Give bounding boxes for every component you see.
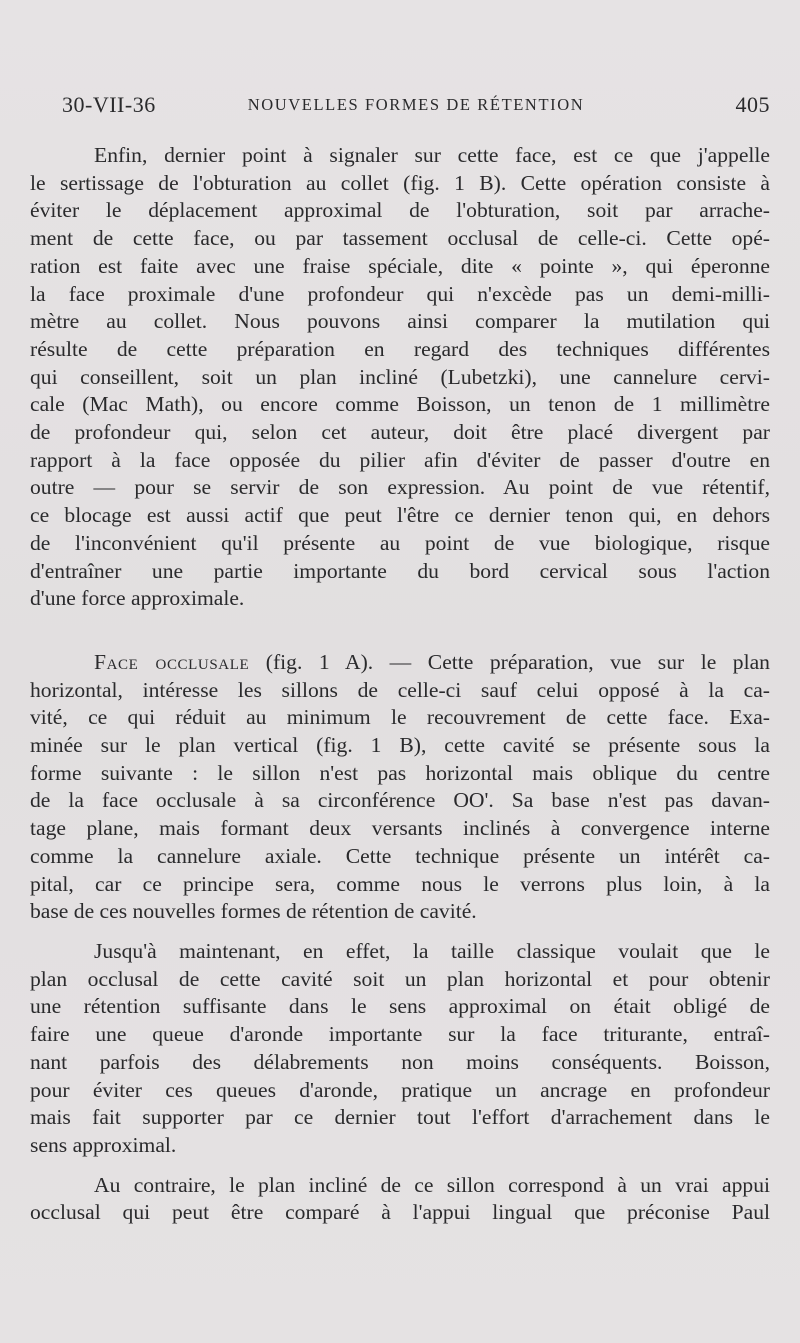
text-line: de profondeur qui, selon cet auteur, doit être placé divergent par	[30, 420, 770, 445]
text-line: une rétention suffisante dans le sens approximal on était obligé de	[30, 994, 770, 1019]
text-line: minée sur le plan vertical (fig. 1 B), cette cavité se présente sous la	[30, 733, 770, 758]
text-line: Au contraire, le plan incliné de ce sillon correspond à un vrai appui	[94, 1172, 770, 1197]
page-number: 405	[735, 92, 770, 117]
text-line: mais fait supporter par ce dernier tout l'effort d'arrachement dans le	[30, 1105, 770, 1130]
header-title: NOUVELLES FORMES DE RÉTENTION	[247, 95, 585, 114]
text-line: cale (Mac Math), ou encore comme Boisson, un tenon de 1 millimètre	[30, 392, 770, 417]
text-line: d'une force approximale.	[30, 586, 245, 611]
text-line	[62, 649, 770, 677]
text-line: vité, ce qui réduit au minimum le recouvrement de cette face. Exa-	[30, 705, 770, 730]
text-line: qui conseillent, soit un plan incliné (Lubetzki), une cannelure cervi-	[30, 364, 770, 389]
text-line: éviter le déplacement approximal de l'obturation, soit par arrache-	[30, 198, 770, 223]
text-line: comme la cannelure axiale. Cette technique présente un intérêt ca-	[30, 843, 770, 868]
body-text	[30, 142, 770, 1227]
text-line: rapport à la face opposée du pilier afin d'éviter de passer d'outre en	[30, 447, 770, 472]
text-line: outre — pour se servir de son expression. Au point de vue rétentif,	[30, 475, 770, 500]
running-head	[62, 92, 770, 126]
text-line: ce blocage est aussi actif que peut l'être ce dernier tenon qui, en dehors	[30, 503, 770, 528]
text-line: tage plane, mais formant deux versants inclinés à convergence interne	[30, 816, 770, 841]
text-line: pour éviter ces queues d'aronde, pratique un ancrage en profondeur	[30, 1077, 770, 1102]
text-line: de la face occlusale à sa circonférence OO'. Sa base n'est pas davan-	[30, 788, 770, 813]
section-heading: Face occlusale	[94, 649, 250, 674]
text-line: horizontal, intéresse les sillons de celle-ci sauf celui opposé à la ca-	[30, 677, 770, 702]
text-line: Enfin, dernier point à signaler sur cette face, est ce que j'appelle	[94, 143, 770, 167]
text-line: faire une queue d'aronde importante sur la face triturante, entraî-	[30, 1022, 770, 1047]
text-line: mètre au collet. Nous pouvons ainsi comparer la mutilation qui	[30, 309, 770, 334]
text-line: ration est faite avec une fraise spéciale, dite « pointe », qui éperonne	[30, 253, 770, 278]
text-line: le sertissage de l'obturation au collet (fig. 1 B). Cette opération consiste à	[30, 170, 770, 195]
text-line: occlusal qui peut être comparé à l'appui lingual que préconise Paul	[30, 1200, 770, 1225]
paragraph-2	[30, 649, 770, 926]
text-line: sens approximal.	[30, 1132, 177, 1157]
text-line: forme suivante : le sillon n'est pas horizontal mais oblique du centre	[30, 760, 770, 785]
text-line: nant parfois des délabrements non moins conséquents. Boisson,	[30, 1049, 770, 1074]
text-line: de l'inconvénient qu'il présente au point de vue biologique, risque	[30, 530, 770, 555]
text-fragment: (fig. 1 A). — Cette préparation, vue sur le plan	[249, 649, 770, 674]
text-line: ment de cette face, ou par tassement occlusal de celle-ci. Cette opé-	[30, 226, 770, 251]
text-line: Jusqu'à maintenant, en effet, la taille classique voulait que le	[94, 938, 770, 963]
text-line: base de ces nouvelles formes de rétention de cavité.	[30, 899, 477, 924]
paragraph-3	[30, 938, 770, 1160]
text-line: d'entraîner une partie importante du bord cervical sous l'action	[30, 558, 770, 583]
paragraph-4	[30, 1172, 770, 1227]
text-line: résulte de cette préparation en regard des techniques différentes	[30, 336, 770, 361]
text-line: la face proximale d'une profondeur qui n'excède pas un demi-milli-	[30, 281, 770, 306]
text-line: pital, car ce principe sera, comme nous le verrons plus loin, à la	[30, 871, 770, 896]
paragraph-1	[30, 142, 770, 613]
text-line: plan occlusal de cette cavité soit un plan horizontal et pour obtenir	[30, 966, 770, 991]
header-date: 30-VII-36	[62, 92, 156, 117]
